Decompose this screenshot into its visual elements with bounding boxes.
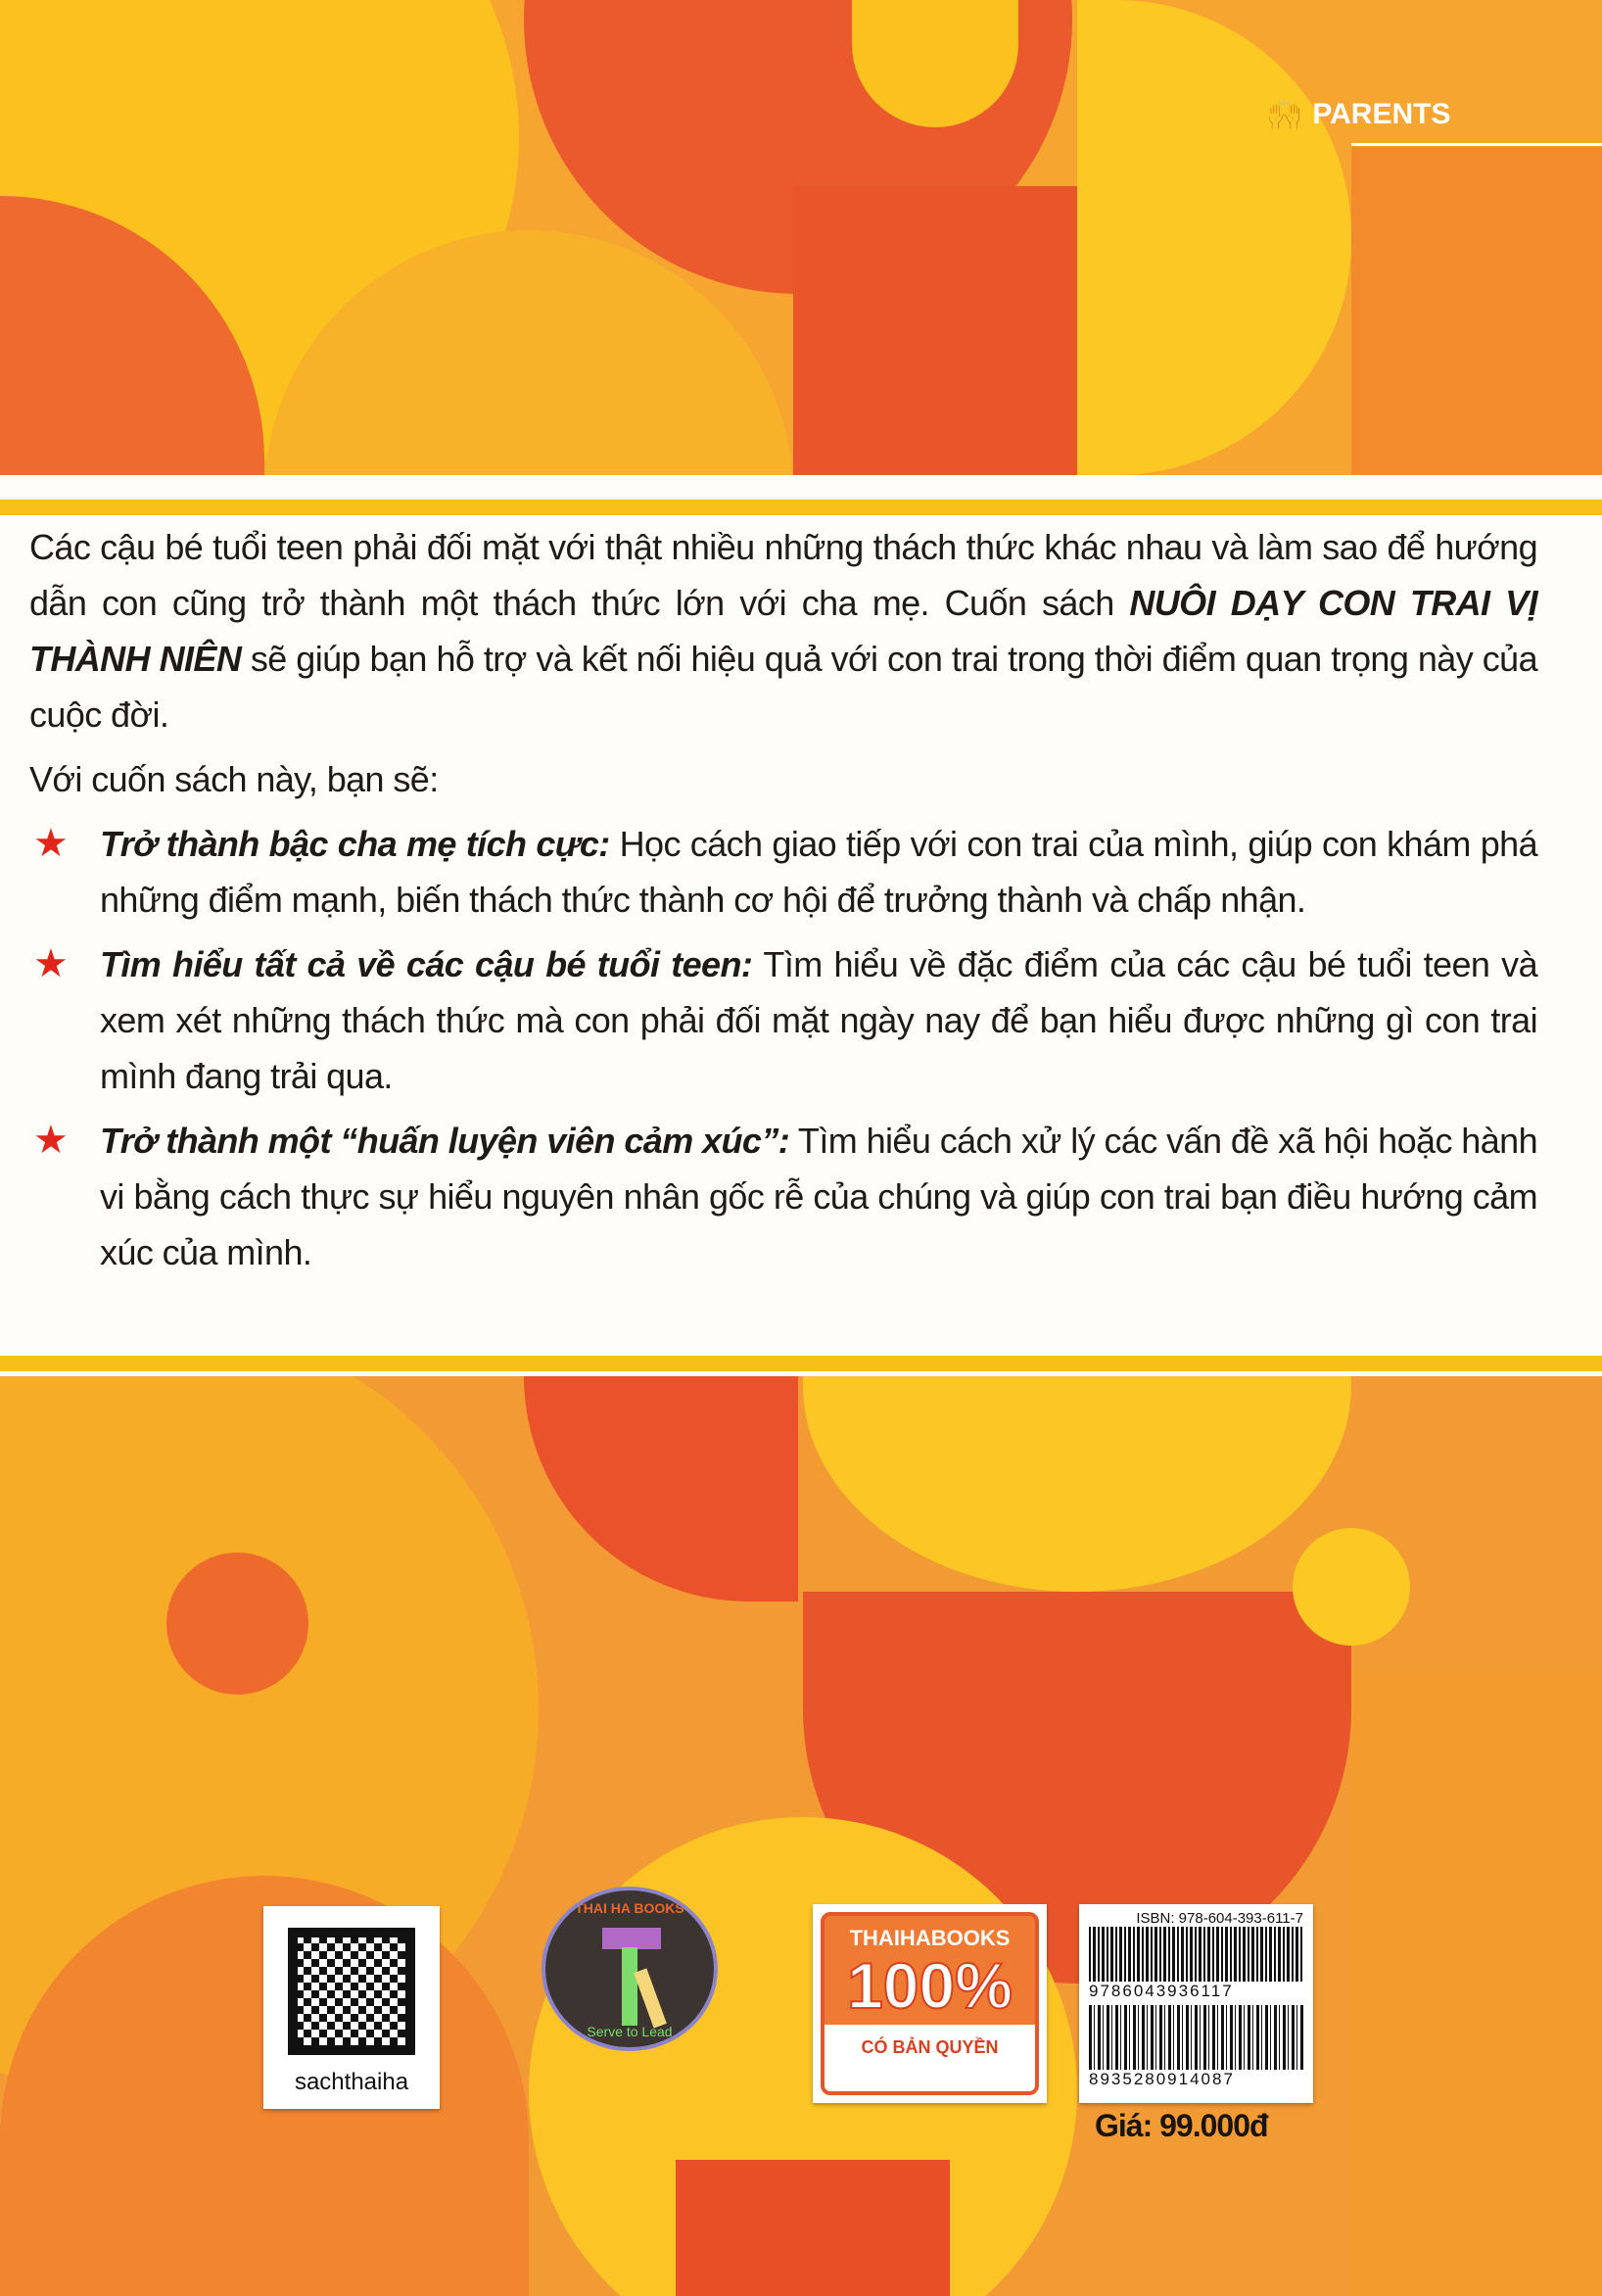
seal-bottom-text: Serve to Lead [587, 2024, 673, 2039]
thaiha-seal [542, 1887, 718, 2051]
star-icon: ★ [33, 942, 69, 985]
bullet-text: Tìm hiểu về đặc điểm của các cậu bé tuổi teen và xem xét những thách thức mà con phải đối mặt ngày nay để bạn hiểu được những gì con trai mình đang trải qua. [100, 944, 1537, 1096]
seal-slash-icon [634, 1968, 667, 2028]
product-number: 8935280914087 [1089, 2070, 1235, 2088]
intro-text-end: sẽ giúp bạn hỗ trợ và kết nối hiệu quả với con trai trong thời điểm quan trọng này của cuộc đời. [29, 639, 1537, 735]
top-pattern [0, 0, 1602, 475]
top-divider [0, 500, 1602, 515]
lead-in: Với cuốn sách này, bạn sẽ: [29, 759, 439, 799]
bullet-lead: Trở thành bậc cha mẹ tích cực: [100, 824, 610, 864]
bullet-item [29, 1113, 1537, 1280]
bottom-divider [0, 1356, 1602, 1371]
hands-icon: 🙌 [1266, 98, 1303, 131]
qr-label: sachthaiha [294, 2069, 409, 2095]
parents-logo [1266, 90, 1450, 139]
bullet-lead: Tìm hiểu tất cả về các cậu bé tuổi teen: [100, 944, 753, 984]
qr-card [263, 1906, 440, 2109]
logo-underline [1351, 143, 1602, 146]
price-label: Giá: 99.000đ [1095, 2108, 1268, 2143]
star-icon: ★ [33, 1119, 69, 1162]
seal-bar-icon [622, 1947, 637, 2026]
intro-paragraph [29, 519, 1537, 742]
seal-emblem-icon [602, 1928, 661, 1949]
seal-top-text: THAI HA BOOKS [575, 1900, 684, 1916]
isbn-text: ISBN: 978-604-393-611-7 [1136, 1910, 1303, 1927]
price-barcode-icon [1089, 2005, 1303, 2070]
bullet-item [29, 816, 1537, 928]
isbn-number: 9786043936117 [1089, 1982, 1234, 2000]
book-title: NUÔI DẠY CON TRAI VỊ THÀNH NIÊN [29, 583, 1537, 679]
description-text [29, 519, 1537, 1289]
series-label: PARENTS [1312, 98, 1451, 130]
copyright-label: CÓ BẢN QUYỀN [861, 2037, 999, 2057]
isbn-barcode-icon [1089, 1927, 1303, 1982]
star-icon: ★ [33, 822, 69, 865]
barcode-card [1079, 1904, 1313, 2103]
bullet-text: Tìm hiểu cách xử lý các vấn đề xã hội hoặc hành vi bằng cách thực sự hiểu nguyên nhân gốc rễ của chúng và giúp con trai bạn điều hướng cảm xúc của mình. [100, 1121, 1537, 1272]
copyright-brand: THAIHABOOKS [849, 1926, 1011, 1950]
intro-text: Các cậu bé tuổi teen phải đối mặt với thật nhiều những thách thức khác nhau và làm sao để hướng dẫn con cũng trở thành một thách thức lớn với cha mẹ. Cuốn sách [29, 527, 1537, 623]
copyright-badge [813, 1904, 1047, 2103]
bullet-item [29, 936, 1537, 1104]
bullet-lead: Trở thành một “huấn luyện viên cảm xúc”: [100, 1121, 790, 1161]
bullet-text: Học cách giao tiếp với con trai của mình, giúp con khám phá những điểm mạnh, biến thách thức thành cơ hội để trưởng thành và chấp nhận. [100, 824, 1537, 920]
qr-code-icon [288, 1928, 415, 2055]
bottom-pattern [0, 1376, 1602, 2296]
copyright-percent: 100% [847, 1949, 1013, 2022]
